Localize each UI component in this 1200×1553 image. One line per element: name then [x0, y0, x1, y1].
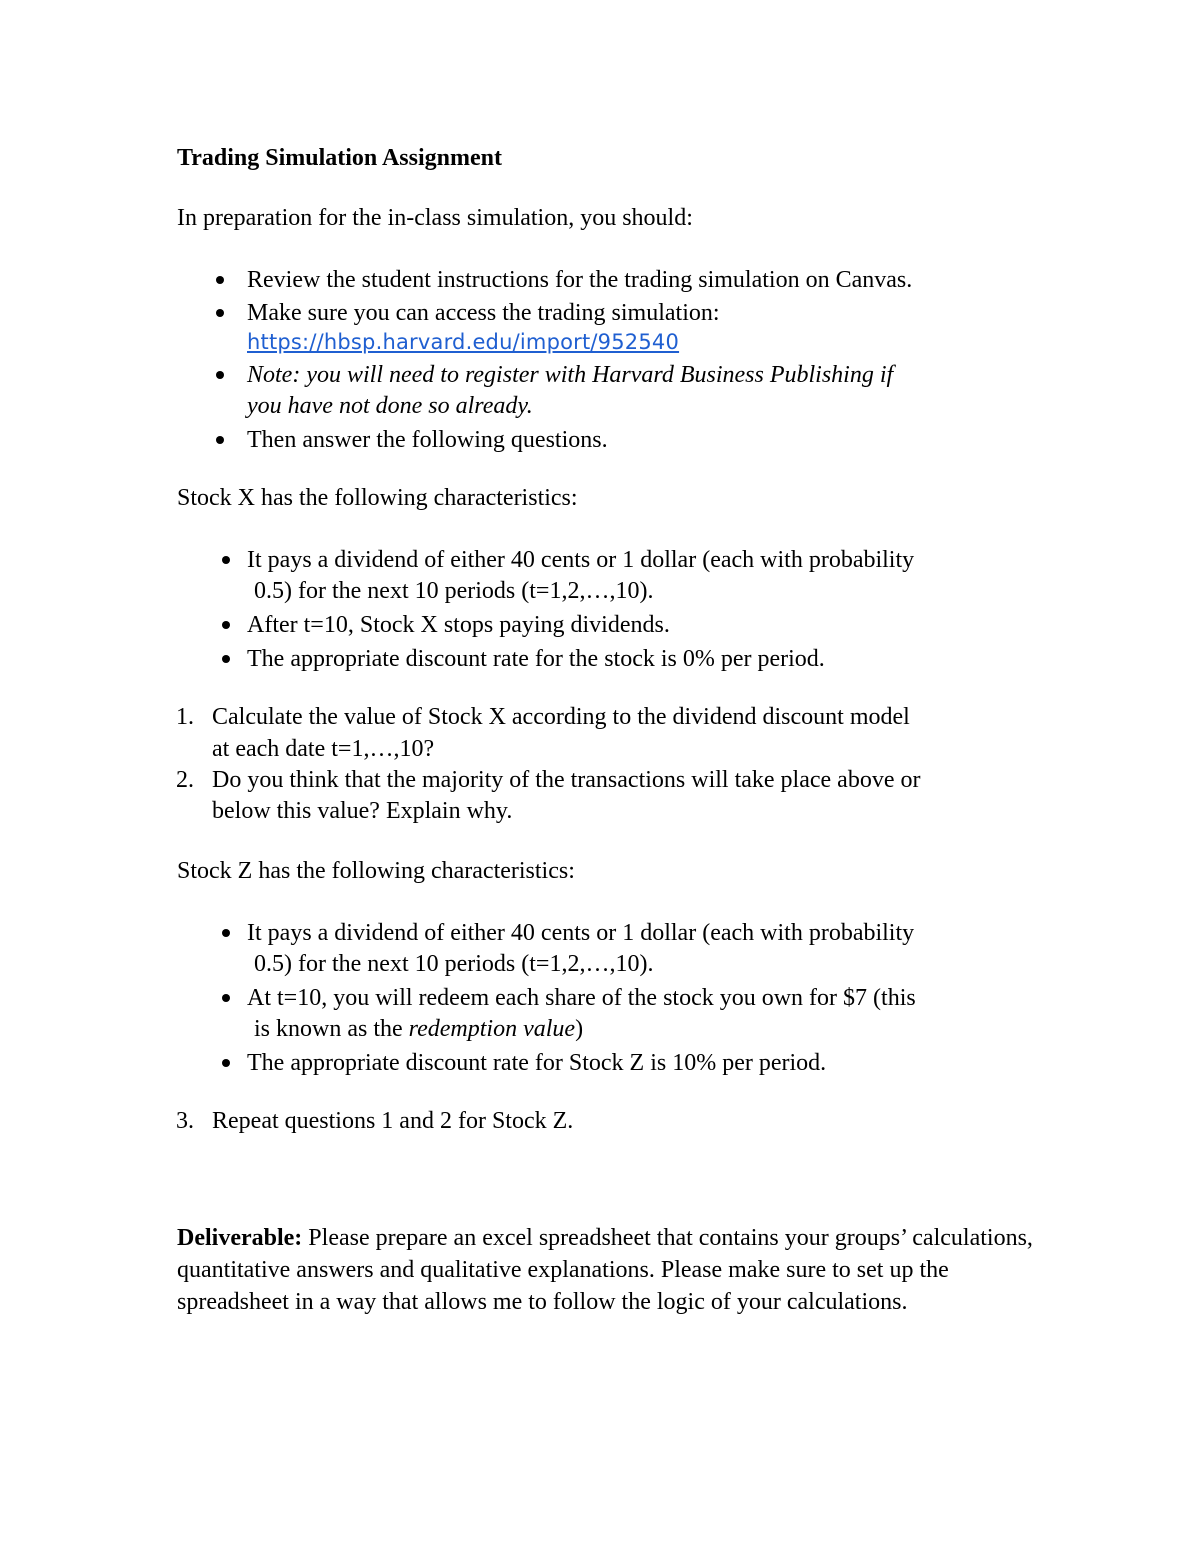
stock-z-item-dividend-line2: 0.5) for the next 10 periods (t=1,2,…,10). — [254, 951, 654, 977]
prep-item-note-line1: Note: you will need to register with Harvard Business Publishing if — [247, 362, 894, 388]
bullet-icon — [222, 655, 230, 663]
question-number: 2. — [176, 767, 194, 793]
stock-x-item-dividend-line1: It pays a dividend of either 40 cents or 1 dollar (each with probability — [247, 547, 915, 573]
intro-text: In preparation for the in-class simulation, you should: — [177, 205, 693, 231]
stock-z-heading: Stock Z has the following characteristics: — [177, 858, 575, 884]
question-3: Repeat questions 1 and 2 for Stock Z. — [212, 1108, 574, 1134]
prep-item-review: Review the student instructions for the trading simulation on Canvas. — [247, 267, 913, 293]
question-2-line2: below this value? Explain why. — [212, 798, 513, 824]
prep-item-note-line2: you have not done so already. — [247, 393, 533, 419]
question-2-line1: Do you think that the majority of the transactions will take place above or — [212, 767, 921, 793]
prep-item-answer: Then answer the following questions. — [247, 427, 608, 453]
prep-item-access: Make sure you can access the trading simulation: — [247, 300, 720, 326]
question-1-line2: at each date t=1,…,10? — [212, 736, 435, 762]
stock-x-item-stops: After t=10, Stock X stops paying dividends. — [247, 612, 670, 638]
prep-item-link-line — [247, 326, 679, 358]
deliverable-paragraph — [177, 1222, 1057, 1318]
stock-z-item-discount: The appropriate discount rate for Stock Z is 10% per period. — [247, 1050, 827, 1076]
document-title: Trading Simulation Assignment — [177, 145, 502, 171]
bullet-icon — [222, 994, 230, 1002]
deliverable-label: Deliverable: — [177, 1225, 303, 1251]
redemption-value-term: redemption value — [408, 1016, 576, 1042]
stock-x-item-discount: The appropriate discount rate for the stock is 0% per period. — [247, 646, 825, 672]
bullet-icon — [216, 371, 224, 379]
question-number: 3. — [176, 1108, 194, 1134]
simulation-link[interactable]: https://hbsp.harvard.edu/import/952540 — [247, 330, 680, 354]
redeem-text: is known as the — [254, 1016, 409, 1042]
deliverable-text: Please prepare an excel spreadsheet that contains your groups’ calculations, quantitative answers and qualitative explanations. Please make sure to set up the spreadsheet in a way that allows me to follow the logic of your calculations. — [177, 1225, 1033, 1315]
bullet-icon — [216, 436, 224, 444]
stock-z-item-dividend-line1: It pays a dividend of either 40 cents or 1 dollar (each with probability — [247, 920, 915, 946]
bullet-icon — [222, 556, 230, 564]
bullet-icon — [216, 309, 224, 317]
question-number: 1. — [176, 704, 194, 730]
bullet-icon — [222, 929, 230, 937]
stock-z-item-redeem-line2 — [254, 1013, 583, 1045]
bullet-icon — [216, 276, 224, 284]
bullet-icon — [222, 621, 230, 629]
stock-x-heading: Stock X has the following characteristics: — [177, 485, 578, 511]
bullet-icon — [222, 1059, 230, 1067]
stock-x-item-dividend-line2: 0.5) for the next 10 periods (t=1,2,…,10). — [254, 578, 654, 604]
stock-z-item-redeem-line1: At t=10, you will redeem each share of the stock you own for $7 (this — [247, 985, 916, 1011]
question-1-line1: Calculate the value of Stock X according to the dividend discount model — [212, 704, 910, 730]
redeem-close-paren: ) — [575, 1016, 584, 1042]
